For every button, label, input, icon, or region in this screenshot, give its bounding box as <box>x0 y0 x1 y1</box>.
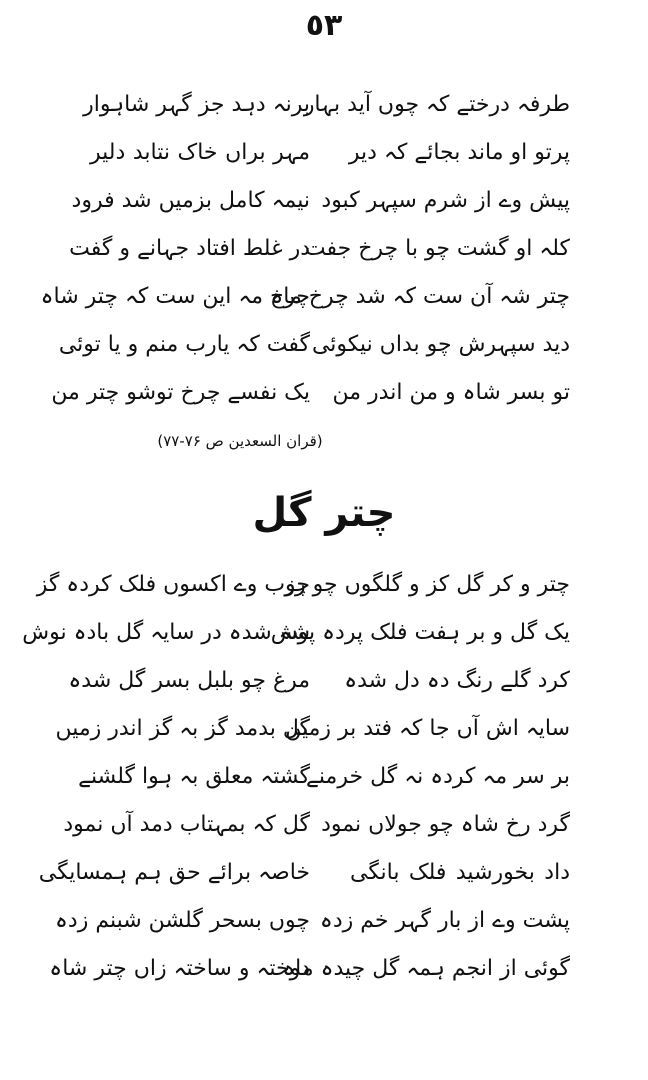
misra-right: پرتو او ماند بجائے کہ دیر <box>348 139 570 165</box>
misra-right: داد بخورشید فلک بانگی <box>350 859 570 885</box>
couplet <box>22 608 570 656</box>
misra-left: نیمہ کامل بزمیں شد فرود <box>71 187 310 213</box>
misra-left: مہر براں خاک نتابد دلیر <box>90 139 310 165</box>
couplet <box>68 656 570 704</box>
misra-right: بر سر مہ کردہ نہ گل خرمنے <box>306 763 570 789</box>
source-citation: (قران السعدین ص ۷۶-۷۷) <box>157 432 323 450</box>
misra-right: یک گل و بر ہفت فلک پردہ پوش <box>270 619 570 645</box>
couplet <box>63 800 570 848</box>
misra-left: چوں بسحر گلشن شبنم زدہ <box>55 907 310 933</box>
poem-section-1 <box>40 80 570 416</box>
misra-right: پشت وے از بار گہر خم زدہ <box>319 907 570 933</box>
misra-left: دوختہ و ساختہ زاں چتر شاہ <box>49 955 310 981</box>
misra-right: کرد گلے رنگ دہ دل شدہ <box>344 667 570 693</box>
misra-right: چتر شہ آن ست کہ شد چرخ ماہ <box>270 283 570 309</box>
section-heading: چتر گل <box>252 490 396 536</box>
misra-right: گوئی از انجم ہمہ گل چیدہ ماہ <box>282 955 570 981</box>
misra-left: گشتہ معلق بہ ہوا گلشنے <box>78 763 310 789</box>
couplet <box>55 896 570 944</box>
misra-left: گفت کہ یارب منم و یا توئی <box>58 331 310 357</box>
misra-left: چرخ مہ این ست کہ چتر شاہ <box>40 283 310 309</box>
couplet <box>90 128 570 176</box>
couplet <box>83 80 570 128</box>
misra-right: کلہ او گشت چو با چرخ جفت <box>304 235 570 261</box>
misra-left: چوب وے اکسوں فلک کردہ گز <box>36 571 310 597</box>
couplet <box>69 224 570 272</box>
misra-right: طرفہ درختے کہ چوں آید بہار <box>303 91 570 117</box>
misra-right: پیش وے از شرم سپہر کبود <box>321 187 570 213</box>
misra-left: برنہ دہد جز گہر شاہوار <box>83 91 310 117</box>
couplet <box>38 848 570 896</box>
misra-right: دید سپہرش چو بداں نیکوئی <box>311 331 570 357</box>
page-number: ٥٣ <box>305 8 343 43</box>
couplet <box>55 704 570 752</box>
poem-section-2 <box>22 560 570 992</box>
misra-right: چتر و کر گل کز و گلگوں چو رز <box>284 571 570 597</box>
couplet <box>58 320 570 368</box>
misra-left: در غلط افتاد جہانے و گفت <box>69 235 310 261</box>
misra-left: گل بدمد گز بہ گز اندر زمیں <box>55 715 310 741</box>
misra-right: سایہ اش آں جا کہ فتد بر زمین <box>285 715 570 741</box>
couplet <box>49 944 570 992</box>
couplet <box>78 752 570 800</box>
misra-left: یک نفسے چرخ توشو چتر من <box>51 379 310 405</box>
misra-left: خاصہ برائے حق ہم ہمسایگی <box>38 859 310 885</box>
couplet <box>36 560 570 608</box>
misra-right: گرد رخ شاہ چو جولاں نمود <box>321 811 570 837</box>
misra-left: شہ شدہ در سایہ گل بادہ نوش <box>22 619 310 645</box>
misra-left: گل کہ بمہتاب دمد آں نمود <box>63 811 310 837</box>
couplet <box>51 368 570 416</box>
misra-left: مرغ چو بلبل بسر گل شدہ <box>68 667 310 693</box>
couplet <box>40 272 570 320</box>
misra-right: تو بسر شاہ و من اندر من <box>332 379 570 405</box>
couplet <box>71 176 570 224</box>
